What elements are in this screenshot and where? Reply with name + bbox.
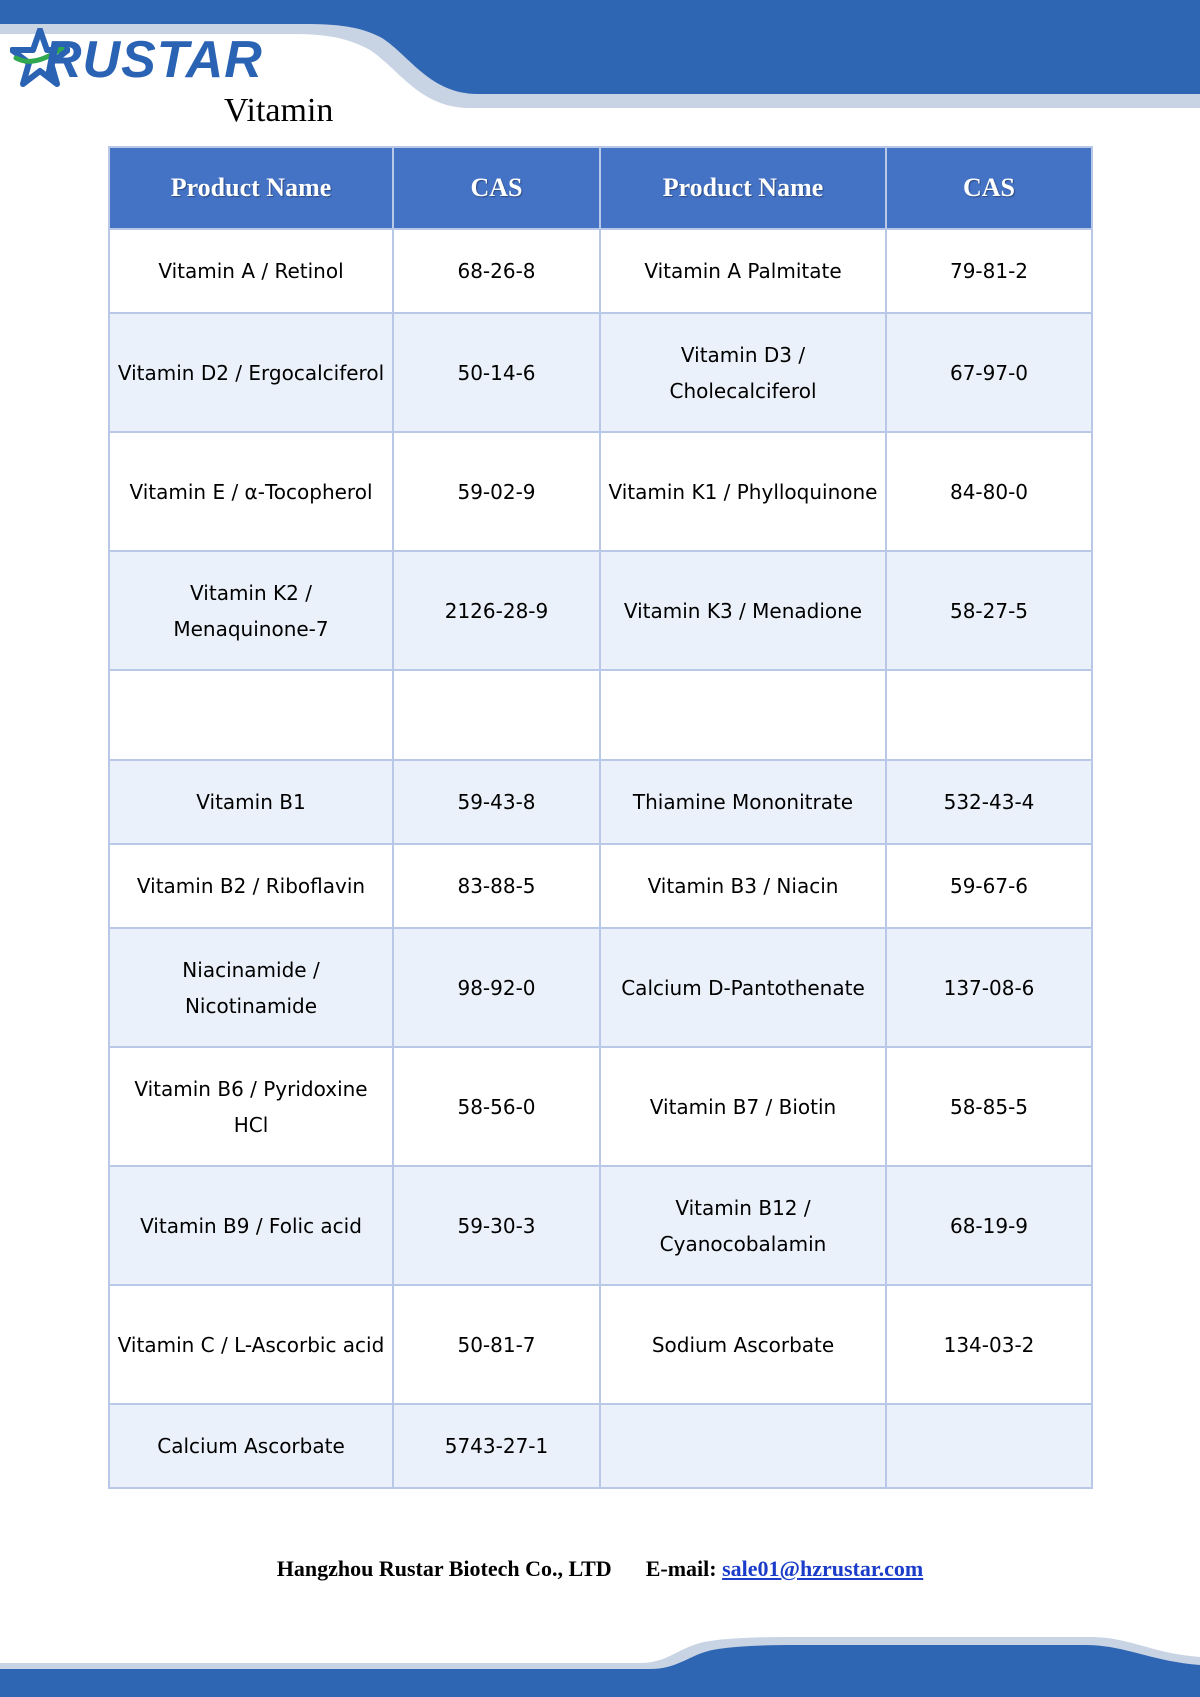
cas-cell: 137-08-6	[886, 928, 1092, 1047]
cas-cell: 68-26-8	[393, 229, 600, 313]
table-row	[109, 760, 1092, 844]
cas-cell: 59-43-8	[393, 760, 600, 844]
cas-cell: 67-97-0	[886, 313, 1092, 432]
cas-cell: 59-67-6	[886, 844, 1092, 928]
product-name-cell: Vitamin K2 / Menaquinone-7	[109, 551, 393, 670]
product-name-cell: Vitamin B9 / Folic acid	[109, 1166, 393, 1285]
cas-cell: 83-88-5	[393, 844, 600, 928]
header-cas: CAS	[886, 147, 1092, 229]
table-row	[109, 313, 1092, 432]
table-row	[109, 432, 1092, 551]
cas-cell: 79-81-2	[886, 229, 1092, 313]
cas-cell: 2126-28-9	[393, 551, 600, 670]
table-row	[109, 551, 1092, 670]
empty-cell	[393, 670, 600, 760]
product-name-cell: Vitamin D3 / Cholecalciferol	[600, 313, 886, 432]
email-link[interactable]: sale01@hzrustar.com	[722, 1556, 924, 1581]
product-name-cell: Vitamin A / Retinol	[109, 229, 393, 313]
product-name-cell: Thiamine Mononitrate	[600, 760, 886, 844]
product-name-cell: Vitamin B12 / Cyanocobalamin	[600, 1166, 886, 1285]
table-row	[109, 844, 1092, 928]
empty-cell	[886, 670, 1092, 760]
product-name-cell: Vitamin B6 / Pyridoxine HCl	[109, 1047, 393, 1166]
table-row	[109, 1047, 1092, 1166]
header-cas: CAS	[393, 147, 600, 229]
company-name: Hangzhou Rustar Biotech Co., LTD	[276, 1556, 612, 1581]
product-name-cell: Vitamin B7 / Biotin	[600, 1047, 886, 1166]
cas-cell	[886, 1404, 1092, 1488]
product-name-cell: Calcium Ascorbate	[109, 1404, 393, 1488]
cas-cell: 58-27-5	[886, 551, 1092, 670]
cas-cell: 58-56-0	[393, 1047, 600, 1166]
product-name-cell: Vitamin C / L-Ascorbic acid	[109, 1285, 393, 1404]
table-row	[109, 1404, 1092, 1488]
footer-contact	[0, 1556, 1200, 1582]
company-logo	[10, 28, 263, 94]
table-header-row	[109, 147, 1092, 229]
product-name-cell: Vitamin A Palmitate	[600, 229, 886, 313]
cas-cell: 68-19-9	[886, 1166, 1092, 1285]
cas-cell: 50-81-7	[393, 1285, 600, 1404]
product-name-cell: Vitamin K1 / Phylloquinone	[600, 432, 886, 551]
product-name-cell: Sodium Ascorbate	[600, 1285, 886, 1404]
cas-cell: 532-43-4	[886, 760, 1092, 844]
cas-cell: 59-02-9	[393, 432, 600, 551]
cas-cell: 5743-27-1	[393, 1404, 600, 1488]
table-row-blank	[109, 670, 1092, 760]
header-product-name: Product Name	[109, 147, 393, 229]
logo-text: RUSTAR	[44, 31, 263, 89]
product-name-cell: Vitamin K3 / Menadione	[600, 551, 886, 670]
product-name-cell: Vitamin B2 / Riboflavin	[109, 844, 393, 928]
table-row	[109, 928, 1092, 1047]
empty-cell	[109, 670, 393, 760]
footer-banner	[0, 1627, 1200, 1697]
page-title: Vitamin	[224, 92, 334, 129]
product-name-cell: Niacinamide / Nicotinamide	[109, 928, 393, 1047]
product-name-cell: Vitamin E / α-Tocopherol	[109, 432, 393, 551]
cas-cell: 84-80-0	[886, 432, 1092, 551]
cas-cell: 58-85-5	[886, 1047, 1092, 1166]
product-name-cell: Calcium D-Pantothenate	[600, 928, 886, 1047]
product-name-cell: Vitamin D2 / Ergocalciferol	[109, 313, 393, 432]
header-product-name: Product Name	[600, 147, 886, 229]
product-name-cell: Vitamin B1	[109, 760, 393, 844]
table-row	[109, 1166, 1092, 1285]
cas-cell: 50-14-6	[393, 313, 600, 432]
email-label: E-mail:	[645, 1556, 717, 1581]
product-name-cell: Vitamin B3 / Niacin	[600, 844, 886, 928]
table-row	[109, 229, 1092, 313]
cas-cell: 98-92-0	[393, 928, 600, 1047]
table-row	[109, 1285, 1092, 1404]
cas-cell: 134-03-2	[886, 1285, 1092, 1404]
cas-cell: 59-30-3	[393, 1166, 600, 1285]
empty-cell	[600, 670, 886, 760]
product-name-cell	[600, 1404, 886, 1488]
product-table	[108, 146, 1093, 1489]
